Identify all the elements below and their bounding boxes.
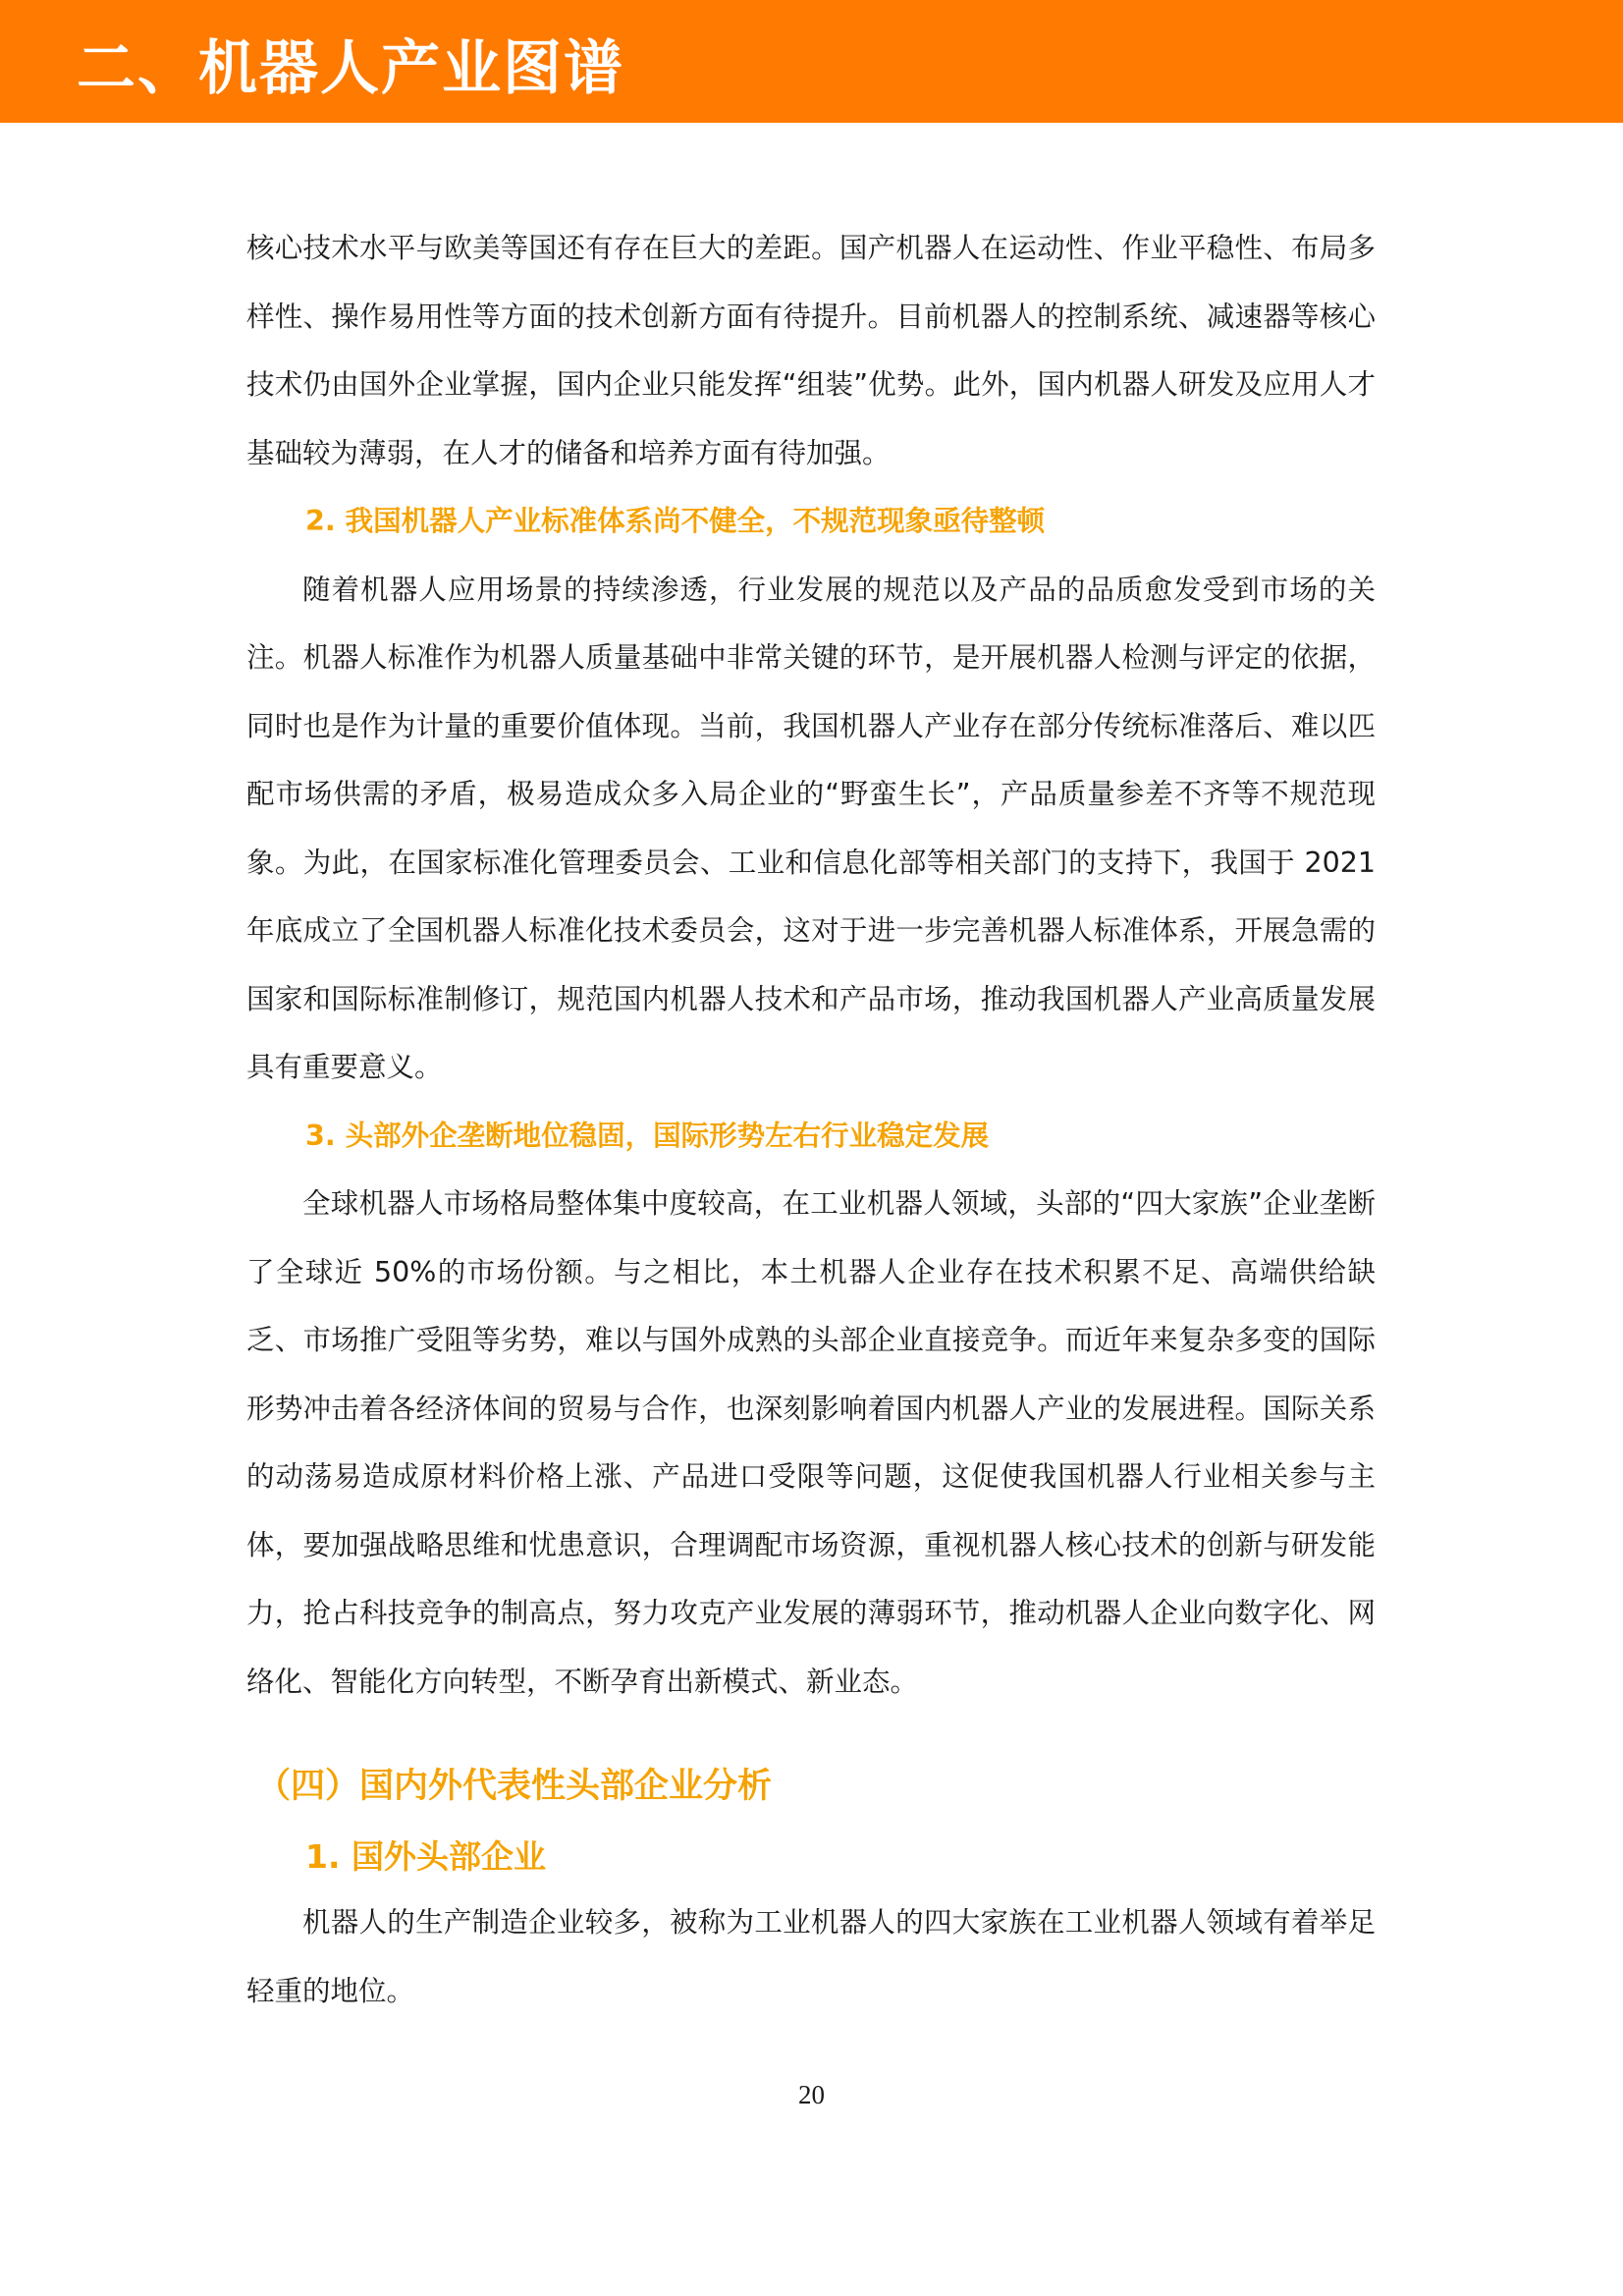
main-content — [246, 214, 1376, 2025]
subheading-3: 3. 头部外企垄断地位稳固，国际形势左右行业稳定发展 — [305, 1119, 990, 1152]
page-number: 20 — [798, 2080, 825, 2109]
chapter-title: 二、机器人产业图谱 — [77, 34, 624, 103]
paragraph-1: 核心技术水平与欧美等国还有存在巨大的差距。国产机器人在运动性、作业平稳性、布局多样性、操作易用性等方面的技术创新方面有待提升。目前机器人的控制系统、减速器等核心技术仍由国外企业掌握，国内企业只能发挥“组装”优势。此外，国内机器人研发及应用人才基础较为薄弱，在人才的储备和培养方面有待加强。 — [246, 232, 1376, 469]
paragraph-3: 全球机器人市场格局整体集中度较高，在工业机器人领域，头部的“四大家族”企业垄断了全球近 50%的市场份额。与之相比，本土机器人企业存在技术积累不足、高端供给缺乏、市场推广受阻等劣势，难以与国外成熟的头部企业直接竞争。而近年来复杂多变的国际形势冲击着各经济体间的贸易与合作，也深刻影响着国内机器人产业的发展进程。国际关系的动荡易造成原材料价格上涨、产品进口受限等问题，这促使我国机器人行业相关参与主体，要加强战略思维和忧患意识，合理调配市场资源，重视机器人核心技术的创新与研发能力，抢占科技竞争的制高点，努力攻克产业发展的薄弱环节，推动机器人企业向数字化、网络化、智能化方向转型，不断孕育出新模式、新业态。 — [246, 1187, 1376, 1698]
paragraph-2: 随着机器人应用场景的持续渗透，行业发展的规范以及产品的品质愈发受到市场的关注。机器人标准作为机器人质量基础中非常关键的环节，是开展机器人检测与评定的依据，同时也是作为计量的重要价值体现。当前，我国机器人产业存在部分传统标准落后、难以匹配市场供需的矛盾，极易造成众多入局企业的“野蛮生长”，产品质量参差不齐等不规范现象。为此，在国家标准化管理委员会、工业和信息化部等相关部门的支持下，我国于 2021 年底成立了全国机器人标准化技术委员会，这对于进一步完善机器人标准体系，开展急需的国家和国际标准制修订，规范国内机器人技术和产品市场，推动我国机器人产业高质量发展具有重要意义。 — [246, 573, 1376, 1083]
subheading-2: 2. 我国机器人产业标准体系尚不健全，不规范现象亟待整顿 — [305, 505, 1046, 537]
paragraph-4: 机器人的生产制造企业较多，被称为工业机器人的四大家族在工业机器人领域有着举足轻重的地位。 — [246, 1906, 1376, 2007]
header-bar — [0, 0, 1623, 123]
section-heading-4: （四）国内外代表性头部企业分析 — [256, 1767, 773, 1806]
subheading-4-1: 1. 国外头部企业 — [305, 1837, 546, 1876]
